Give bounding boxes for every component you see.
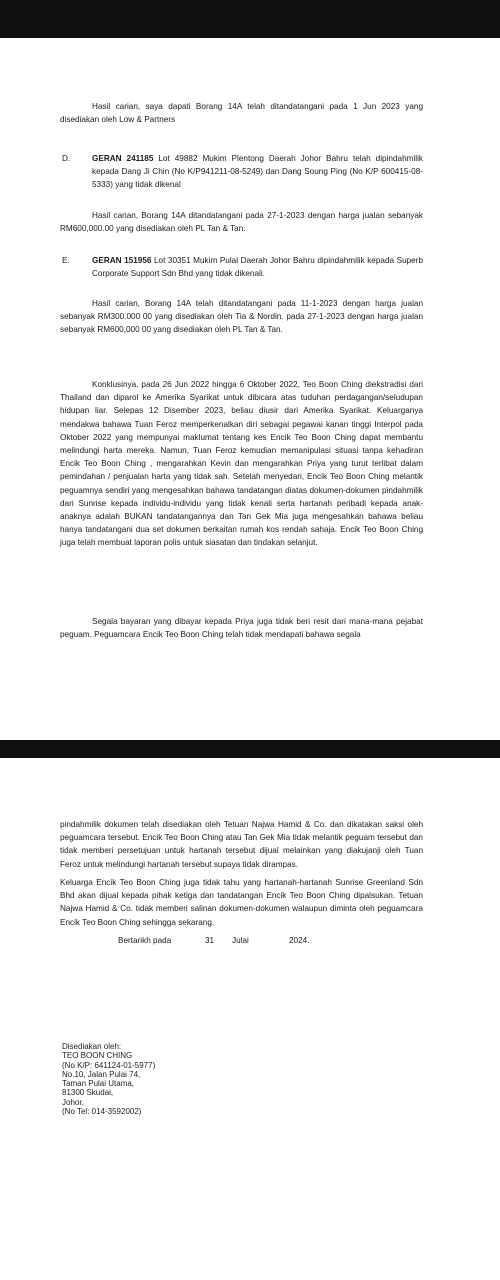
address-line-3: 81300 Skudai, [62,1088,114,1098]
intro-paragraph: Hasil carian, saya dapati Borang 14A telah ditandatangani pada 1 Jun 2023 yang disediakan oleh Low & Partners [60,102,423,125]
item-d-result: Hasil carian, Borang 14A ditandatangani pada 27-1-2023 dengan harga jualan sebanyak RM600,000.00 yang disediakan oleh PL Tan & Tan. [60,211,423,234]
date-month: Julai [232,936,249,945]
signatory-phone: (No Tel: 014-3592002) [62,1107,142,1117]
date-day: 31 [205,936,215,945]
item-d-text: Lot 49882 Mukim Plentong Daerah Johor Bahru telah dipindahmilik kepada Dang Ji Chin (No K/P941211-08-5249) dan Dang Soung Ping (No K/P 600415-08-5333) yang tidak dikenal [92,154,423,190]
signature-block [62,1042,155,1116]
date-label: Bertarikh pada [118,936,172,945]
item-e-paragraph [92,254,423,280]
address-line-1: No.10, Jalan Pulai 74, [62,1069,141,1079]
address-line-2: Taman Pulai Utama, [62,1079,135,1089]
conclusion-paragraph: Konklusinya, pada 26 Jun 2022 hingga 6 Oktober 2022, Teo Boon Ching diekstradisi dari Thailand dan diparol ke Amerika Syarikat untuk dibicara atas tuduhan perdagangan/seludupan hidupan liar. Selepas 12 Disember 2023, beliau diusir dari Amerika Syarikat. Keluarganya mendakwa bahawa Tuan Feroz memperkenalkan diri sebagai pegawai kanan tinggi Interpol pada Oktober 2022 yang mempunyai maklumat tentang kes Encik Teo Boon Ching dapat membantu melindungi harta mereka. Namun, Tuan Feroz kemudian memanipulasi situasi tanpa kehadiran Encik Teo Boon Ching , mengarahkan Kevin dan mengarahkan Priya yang turut terlibat dalam pemindahan / penjualan harta yang tidak sah. Setelah menyedari, Encik Teo Boon Ching melantik peguamnya sendiri yang mengesahkan bahawa tandatangan diatas dokumen-dokumen pindahmilik dari Sunrise kepada individu-individu yang tidak kenali serta hartanah peribadi kepada anak-anaknya adalah BUKAN tandatangannya dan Tan Gek Mia juga mengesahkan bahawa beliau hanya tandatangani dua set dokumen berkaitan rumah kos rendah sahaja. Encik Teo Boon Ching juga telah membuat laporan polis untuk siasatan dan tindakan selanjut. [60,380,423,548]
date-year: 2024. [289,936,310,945]
item-d-letter: D. [62,154,71,163]
geran-d: GERAN 241185 [92,154,154,163]
item-e-letter: E. [62,256,70,265]
item-e-result: Hasil carian, Borang 14A telah ditandatangani pada 11-1-2023 dengan harga jualan sebanyak RM300.000 00 yang disediakan oleh Tia & Nordin. pada 27-1-2023 dengan harga jualan sebanyak RM600,000 00 yang disediakan oleh PL Tan & Tan. [60,299,423,335]
continuation-paragraph: pindahmilik dokumen telah disediakan oleh Tetuan Najwa Hamid & Co. dan dikatakan saksi oleh peguamcara tersebut. Encik Teo Boon Ching atau Tan Gek Mia tidak melantik peguam tersebut dan tidak memberi persetujuan untuk hartanah tersebut dijual melainkan yang diakujanji oleh Tuan Feroz untuk melindungi hartanah tersebut supaya tidak dirampas. [60,820,423,869]
geran-e: GERAN 151956 [92,256,152,265]
item-e-text: Lot 30351 Mukim Pulai Daerah Johor Bahru dipindahmilik kepada Superb Corporate Support Sdn Bhd yang tidak dikenali. [92,256,424,279]
signatory-name: TEO BOON CHING [62,1051,133,1061]
address-line-4: Johor. [62,1097,84,1107]
page-separator-band [0,740,500,758]
family-paragraph: Keluarga Encik Teo Boon Ching juga tidak tahu yang hartanah-hartanah Sunrise Greenland Sdn Bhd akan dijual kepada pihak ketiga dan tandatangan Encik Teo Boon Ching dipalsukan. Tetuan Najwa Hamid & Co. tidak memberi salinan dokumen-dokumen walaupun diminta oleh peguamcara Encik Teo Boon Ching sehingga sekarang. [60,878,423,927]
item-d-paragraph [92,152,423,192]
signatory-ic: (No K/P: 641124-01-5977) [62,1060,156,1070]
payment-paragraph: Segala bayaran yang dibayar kepada Priya juga tidak beri resit dari mana-mana pejabat peguam. Peguamcara Encik Teo Boon Ching telah tidak mendapati bahawa segala [60,617,423,640]
top-dark-band [0,0,500,38]
prepared-by-label: Disediakan oleh: [62,1042,122,1051]
